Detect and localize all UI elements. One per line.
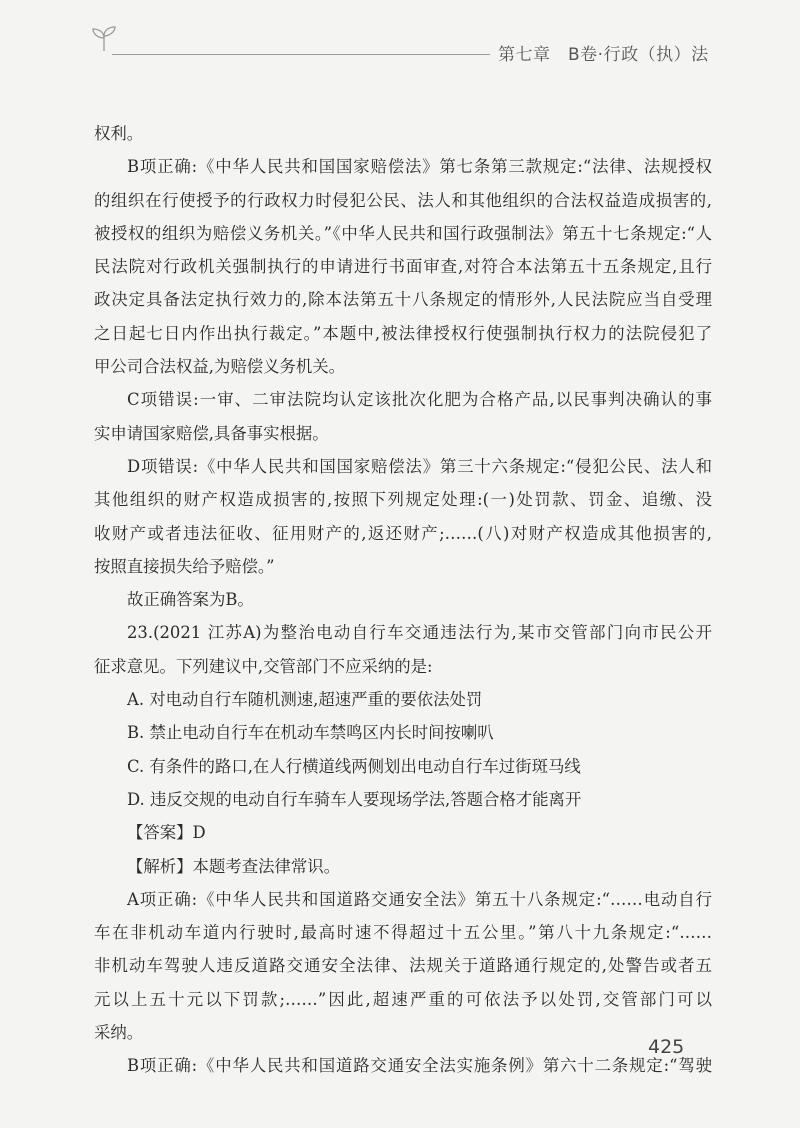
analysis-heading: 【解析】本题考查法律常识。	[127, 856, 341, 876]
text-line: 元以上五十元以下罚款;……”因此,超速严重的可依法予以处罚,交管部门可以	[94, 989, 712, 1009]
text-line: 按照直接损失给予赔偿。”	[94, 556, 275, 576]
text-line: 政决定具备法定执行效力的,除本法第五十八条规定的情形外,人民法院应当自受理	[94, 290, 712, 310]
page-body	[94, 117, 712, 1083]
text-line: 其他组织的财产权造成损害的,按照下列规定处理:(一)处罚款、罚金、追缴、没	[94, 490, 712, 510]
text-line: 故正确答案为B。	[127, 590, 254, 610]
text-line: A项正确:《中华人民共和国道路交通安全法》第五十八条规定:“……电动自行	[127, 889, 712, 909]
text-line: 采纳。	[94, 1023, 144, 1043]
text-line: B项正确:《中华人民共和国国家赔偿法》第七条第三款规定:“法律、法规授权	[127, 157, 712, 177]
answer-line: 【答案】D	[127, 823, 206, 843]
option-b: B. 禁止电动自行车在机动车禁鸣区内长时间按喇叭	[127, 723, 494, 743]
question-line: 23.(2021 江苏A)为整治电动自行车交通违法行为,某市交管部门向市民公开	[127, 623, 712, 643]
sprout-icon	[90, 26, 118, 52]
chapter-title: 第七章 B卷·行政（执）法	[498, 45, 709, 65]
text-line: 民法院对行政机关强制执行的申请进行书面审查,对符合本法第五十五条规定,且行	[94, 257, 712, 277]
text-line: 车在非机动车道内行驶时,最高时速不得超过十五公里。”第八十九条规定:“……	[94, 923, 712, 943]
header-rule	[112, 54, 490, 55]
text-line: C项错误:一审、二审法院均认定该批次化肥为合格产品,以民事判决确认的事	[127, 390, 712, 410]
page-header	[0, 0, 800, 80]
text-line: 之日起七日内作出执行裁定。”本题中,被法律授权行使强制执行权力的法院侵犯了	[94, 323, 712, 343]
text-line: 被授权的组织为赔偿义务机关。”《中华人民共和国行政强制法》第五十七条规定:“人	[94, 223, 712, 243]
option-c: C. 有条件的路口,在人行横道线两侧划出电动自行车过街斑马线	[127, 756, 581, 776]
option-a: A. 对电动自行车随机测速,超速严重的要依法处罚	[127, 690, 483, 710]
text-line: D项错误:《中华人民共和国国家赔偿法》第三十六条规定:“侵犯公民、法人和	[127, 456, 712, 476]
text-line: 权利。	[94, 124, 144, 143]
text-line: 实申请国家赔偿,具备事实根据。	[94, 423, 329, 443]
text-line: B项正确:《中华人民共和国道路交通安全法实施条例》第六十二条规定:“驾驶	[127, 1056, 712, 1076]
option-d: D. 违反交规的电动自行车骑车人要现场学法,答题合格才能离开	[127, 789, 582, 809]
text-line: 非机动车驾驶人违反道路交通安全法律、法规关于道路通行规定的,处警告或者五	[94, 956, 712, 976]
text-line: 的组织在行使授予的行政权力时侵犯公民、法人和其他组织的合法权益造成损害的,	[94, 190, 712, 210]
text-line: 甲公司合法权益,为赔偿义务机关。	[94, 357, 346, 377]
page-number: 425	[648, 1036, 685, 1058]
question-line: 征求意见。下列建议中,交管部门不应采纳的是:	[94, 656, 433, 676]
text-line: 收财产或者违法征收、征用财产的,返还财产;……(八)对财产权造成其他损害的,	[94, 523, 712, 543]
